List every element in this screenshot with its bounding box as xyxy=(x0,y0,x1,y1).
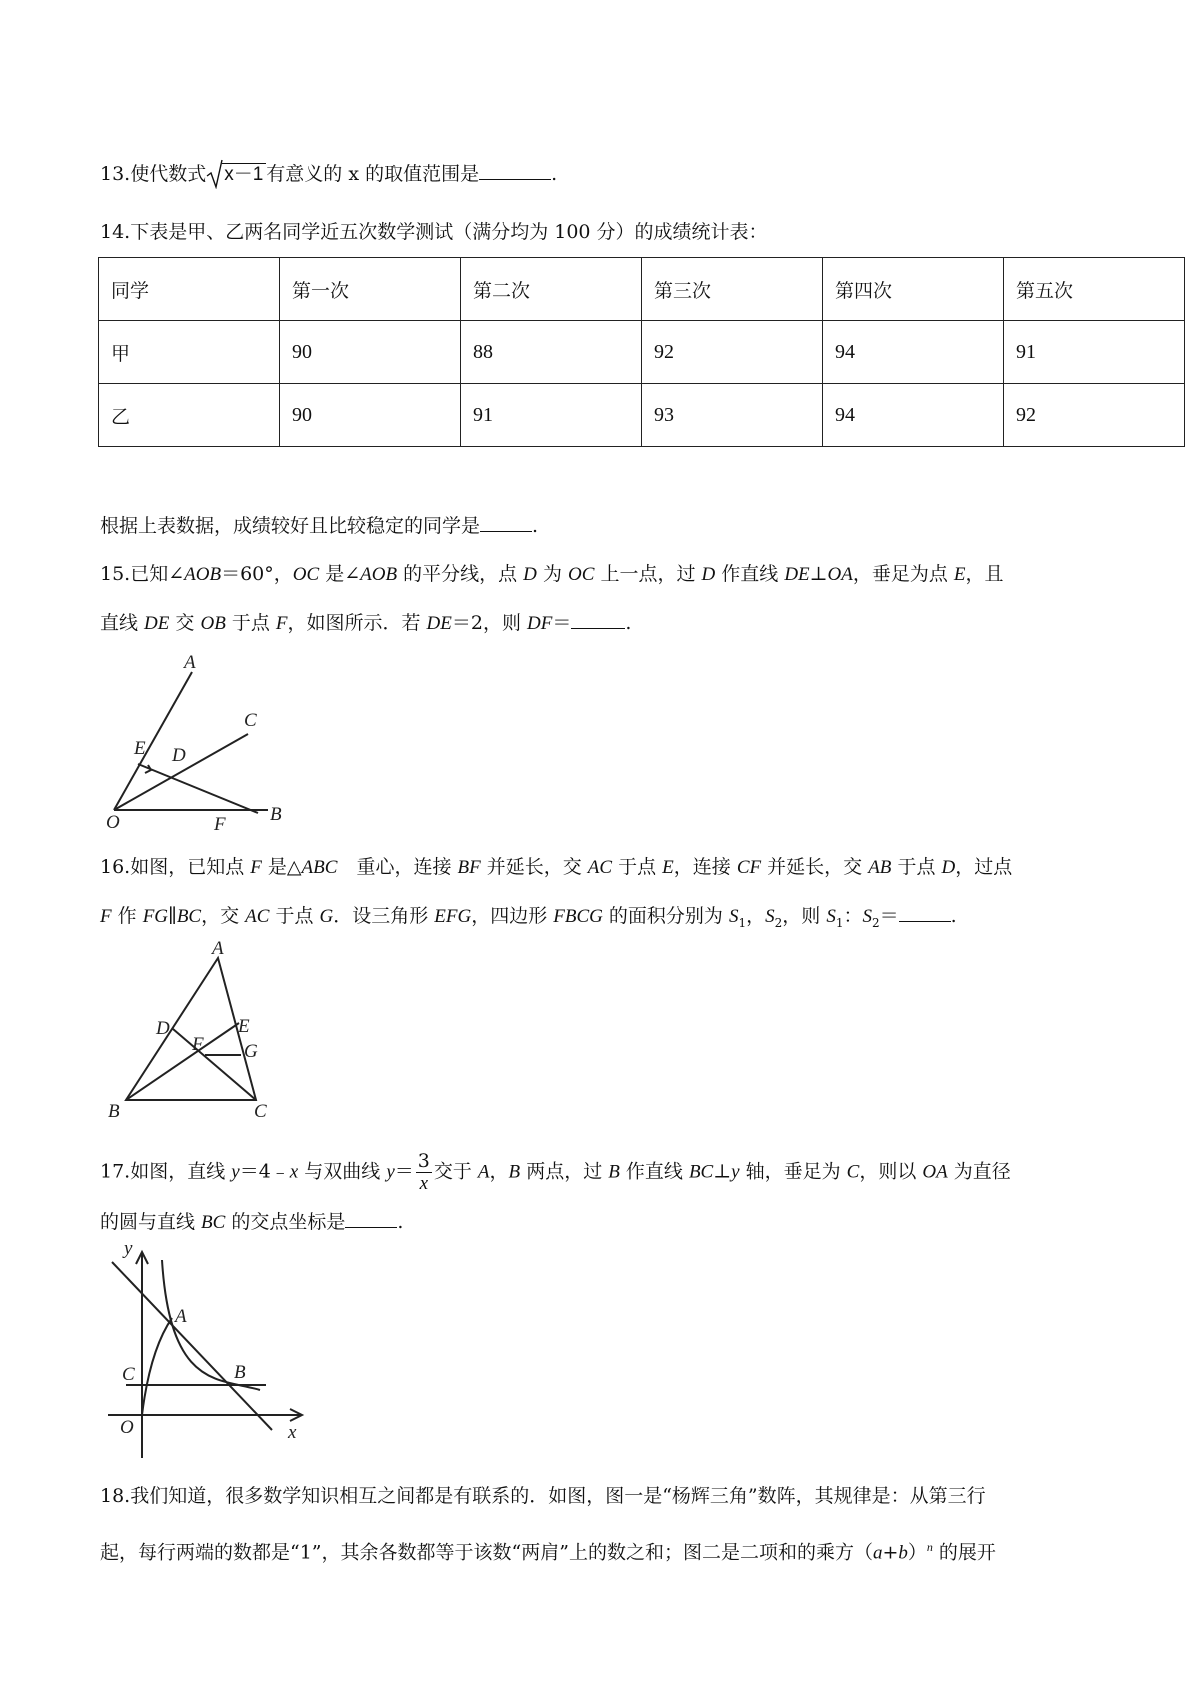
text-fragment: 是 xyxy=(261,856,287,878)
question-16-line1 xyxy=(100,853,1012,882)
table-header-cell: 第一次 xyxy=(280,258,461,321)
question-17-line1 xyxy=(100,1150,1011,1195)
text-fragment: ，且 xyxy=(965,563,1004,585)
text-fragment: . xyxy=(625,612,632,634)
text-fragment: 重心，连接 xyxy=(337,856,458,878)
text-fragment: n xyxy=(926,1540,933,1554)
text-fragment: 轴，垂足为 xyxy=(739,1160,847,1183)
text-fragment: b xyxy=(898,1542,908,1564)
table-cell: 94 xyxy=(823,321,1004,384)
table-cell: 92 xyxy=(1004,384,1185,447)
label-A: A xyxy=(184,652,196,673)
text-fragment: 2 xyxy=(871,915,880,930)
q14-end: . xyxy=(532,515,539,537)
table-row xyxy=(99,384,1185,447)
fraction-3-over-x xyxy=(416,1150,432,1195)
text-fragment: ，连接 xyxy=(673,856,737,878)
label-C: C xyxy=(122,1364,135,1385)
text-fragment: y xyxy=(386,1161,395,1183)
text-fragment: 两点，过 xyxy=(520,1160,609,1183)
question-14-intro: 14.下表是甲、乙两名同学近五次数学测试（满分均为 100 分）的成绩统计表： xyxy=(100,221,768,243)
text-fragment: AB xyxy=(868,857,892,878)
table-header-cell: 第四次 xyxy=(823,258,1004,321)
label-x: x xyxy=(288,1422,297,1443)
text-fragment: BC xyxy=(176,906,202,927)
text-fragment: ，垂足为点 xyxy=(852,563,954,585)
label-E: E xyxy=(134,738,146,759)
q14-question-text: 根据上表数据，成绩较好且比较稳定的同学是 xyxy=(100,515,481,537)
text-fragment: 上一点，过 xyxy=(594,563,702,585)
text-fragment: S xyxy=(765,906,775,927)
table-cell: 88 xyxy=(461,321,642,384)
answer-blank xyxy=(479,161,551,180)
question-18-line2 xyxy=(100,1533,996,1567)
text-fragment: 作直线 xyxy=(715,563,785,585)
text-fragment: ＝ xyxy=(394,1160,414,1183)
text-fragment: 1 xyxy=(835,915,844,930)
text-fragment: FBCG xyxy=(553,906,603,927)
text-fragment: AOB xyxy=(184,564,222,585)
text-fragment: ＝60°， xyxy=(221,563,293,585)
text-fragment: 并延长，交 xyxy=(480,856,588,878)
radicand: x－1 xyxy=(222,163,266,185)
text-fragment: CF xyxy=(736,857,762,878)
text-fragment: DE xyxy=(784,564,810,585)
text-fragment: 与双曲线 xyxy=(298,1160,387,1183)
question-15-line2 xyxy=(100,609,631,638)
text-fragment: F xyxy=(275,613,288,634)
label-B: B xyxy=(270,804,282,825)
text-fragment: OA xyxy=(827,564,853,585)
q13-suffix: 有意义的 x 的取值范围是 xyxy=(266,163,480,185)
text-fragment: ∥ xyxy=(168,905,177,927)
question-15-line1 xyxy=(100,560,1004,589)
text-fragment: ，交 xyxy=(201,905,246,927)
text-fragment: 的圆与直线 xyxy=(100,1211,202,1233)
text-fragment: B xyxy=(608,1161,620,1183)
label-G: G xyxy=(244,1041,258,1062)
table-header-cell: 同学 xyxy=(99,258,280,321)
text-fragment: 为直径 xyxy=(947,1160,1011,1183)
text-fragment: ⊥ xyxy=(713,1160,732,1183)
text-fragment: y xyxy=(231,1161,240,1183)
text-fragment: DE xyxy=(144,613,170,634)
q13-prefix: 13.使代数式 xyxy=(100,163,207,185)
text-fragment: 2 xyxy=(774,915,783,930)
question-17-line2 xyxy=(100,1208,403,1237)
label-C: C xyxy=(254,1101,267,1122)
answer-blank xyxy=(480,513,532,532)
radical-sign-icon xyxy=(206,159,224,189)
text-fragment: 是∠ xyxy=(319,563,361,585)
text-fragment: 1 xyxy=(738,915,747,930)
table-cell: 93 xyxy=(642,384,823,447)
sqrt-expression xyxy=(206,161,266,189)
text-fragment: BC xyxy=(201,1212,226,1233)
table-header-cell: 第二次 xyxy=(461,258,642,321)
table-cell: 92 xyxy=(642,321,823,384)
text-fragment: AC xyxy=(587,857,613,878)
text-fragment: C xyxy=(846,1161,860,1183)
table-cell: 91 xyxy=(1004,321,1185,384)
text-fragment: ＝ xyxy=(552,612,572,634)
text-fragment: F xyxy=(250,857,262,878)
text-fragment: 作 xyxy=(111,905,143,927)
text-fragment: 交 xyxy=(169,612,201,634)
question-16-line2 xyxy=(100,902,957,937)
q13-end: . xyxy=(551,163,558,185)
label-F: F xyxy=(214,814,226,835)
question-14-question xyxy=(100,512,538,540)
text-fragment: ＝ xyxy=(879,905,899,927)
text-fragment: S xyxy=(862,906,872,927)
text-fragment: x xyxy=(419,1173,429,1194)
text-fragment: BC xyxy=(688,1161,714,1183)
text-fragment: ＝2，则 xyxy=(451,612,528,634)
text-fragment: ，如图所示．若 xyxy=(287,612,427,634)
text-fragment: S xyxy=(728,906,739,927)
text-fragment: B xyxy=(508,1161,521,1183)
text-fragment: 17.如图，直线 xyxy=(100,1160,232,1183)
label-C: C xyxy=(244,710,257,731)
angle-bisector-figure xyxy=(100,650,300,835)
triangle-centroid-figure xyxy=(100,940,290,1120)
label-A: A xyxy=(212,938,224,959)
text-fragment: DE xyxy=(426,613,452,634)
text-fragment: A xyxy=(477,1161,490,1183)
text-fragment: ，则 xyxy=(782,905,827,927)
text-fragment: y xyxy=(731,1161,740,1183)
label-O: O xyxy=(106,812,120,833)
table-cell: 91 xyxy=(461,384,642,447)
text-fragment: 起，每行两端的数都是“1”，其余各数都等于该数“两肩”上的数之和；图二是二项和的乘方（ xyxy=(100,1541,873,1564)
answer-blank xyxy=(345,1209,397,1228)
text-fragment: x xyxy=(289,1161,299,1183)
text-fragment: . xyxy=(950,905,957,927)
question-18-line1: 18.我们知道，很多数学知识相互之间都是有联系的．如图，图一是“杨辉三角”数阵，其规律是：从第三行 xyxy=(100,1485,986,1507)
text-fragment: 的面积分别为 xyxy=(602,905,729,927)
label-B: B xyxy=(108,1101,120,1122)
text-fragment: 的展开 xyxy=(932,1541,996,1564)
answer-blank xyxy=(571,610,625,629)
label-B: B xyxy=(234,1362,246,1383)
text-fragment: a xyxy=(872,1542,883,1564)
label-A: A xyxy=(175,1306,187,1327)
label-O: O xyxy=(120,1417,134,1438)
table-header-row xyxy=(99,258,1185,321)
text-fragment: 15.已知∠ xyxy=(100,563,185,585)
coordinate-graph-figure xyxy=(100,1240,310,1460)
text-fragment: OC xyxy=(292,564,320,585)
text-fragment: E xyxy=(953,564,966,585)
text-fragment: ⊥ xyxy=(809,563,828,585)
text-fragment: ，则以 xyxy=(859,1160,923,1183)
text-fragment: AC xyxy=(245,906,270,927)
label-E: E xyxy=(238,1016,250,1037)
text-fragment: S xyxy=(826,906,836,927)
text-fragment: OA xyxy=(922,1161,948,1183)
text-fragment: 3 xyxy=(417,1150,430,1172)
text-fragment: 交于 xyxy=(433,1160,478,1183)
table-cell: 90 xyxy=(280,384,461,447)
table-header-cell: 第三次 xyxy=(642,258,823,321)
text-fragment: BF xyxy=(457,857,481,878)
text-fragment: 于点 xyxy=(269,905,320,927)
text-fragment: D xyxy=(701,564,716,585)
text-fragment: 于点 xyxy=(225,612,276,634)
text-fragment: OC xyxy=(568,564,595,585)
text-fragment: D xyxy=(941,857,956,878)
text-fragment: 的交点坐标是 xyxy=(225,1211,346,1233)
text-fragment: EFG xyxy=(434,906,472,927)
table-cell: 甲 xyxy=(99,321,280,384)
text-fragment: F xyxy=(100,906,112,927)
text-fragment: . xyxy=(397,1211,404,1233)
text-fragment: + xyxy=(882,1541,899,1564)
text-fragment: 16.如图，已知点 xyxy=(100,856,251,878)
answer-blank xyxy=(899,903,951,922)
label-y: y xyxy=(124,1238,133,1259)
table-row xyxy=(99,321,1185,384)
text-fragment: ） xyxy=(907,1541,927,1564)
text-fragment: OB xyxy=(200,613,226,634)
text-fragment: △ xyxy=(286,856,302,878)
text-fragment: ， xyxy=(489,1160,509,1183)
text-fragment: ： xyxy=(843,905,863,927)
table-cell: 94 xyxy=(823,384,1004,447)
score-table xyxy=(98,257,1185,447)
text-fragment: DF xyxy=(527,613,553,634)
text-fragment: 于点 xyxy=(612,856,663,878)
text-fragment: AOB xyxy=(360,564,398,585)
table-header-cell: 第五次 xyxy=(1004,258,1185,321)
table-cell: 90 xyxy=(280,321,461,384)
text-fragment: 的平分线，点 xyxy=(397,563,524,585)
text-fragment: D xyxy=(523,564,537,585)
text-fragment: 直线 xyxy=(100,612,145,634)
label-D: D xyxy=(156,1018,170,1039)
text-fragment: ．设三角形 xyxy=(333,905,435,927)
text-fragment: E xyxy=(662,857,674,878)
text-fragment: 作直线 xyxy=(619,1160,689,1183)
text-fragment: ＝4﹣ xyxy=(239,1160,290,1183)
question-13 xyxy=(100,160,557,189)
text-fragment: ，四边形 xyxy=(471,905,554,927)
text-fragment: FG xyxy=(142,906,169,927)
text-fragment: ABC xyxy=(301,857,338,878)
text-fragment: 于点 xyxy=(891,856,942,878)
text-fragment: 为 xyxy=(536,563,568,585)
table-cell: 乙 xyxy=(99,384,280,447)
label-D: D xyxy=(172,745,186,766)
text-fragment: G xyxy=(319,906,334,927)
label-F: F xyxy=(192,1034,204,1055)
text-fragment: ，过点 xyxy=(955,856,1013,878)
text-fragment: 并延长，交 xyxy=(761,856,869,878)
text-fragment: ， xyxy=(746,905,766,927)
